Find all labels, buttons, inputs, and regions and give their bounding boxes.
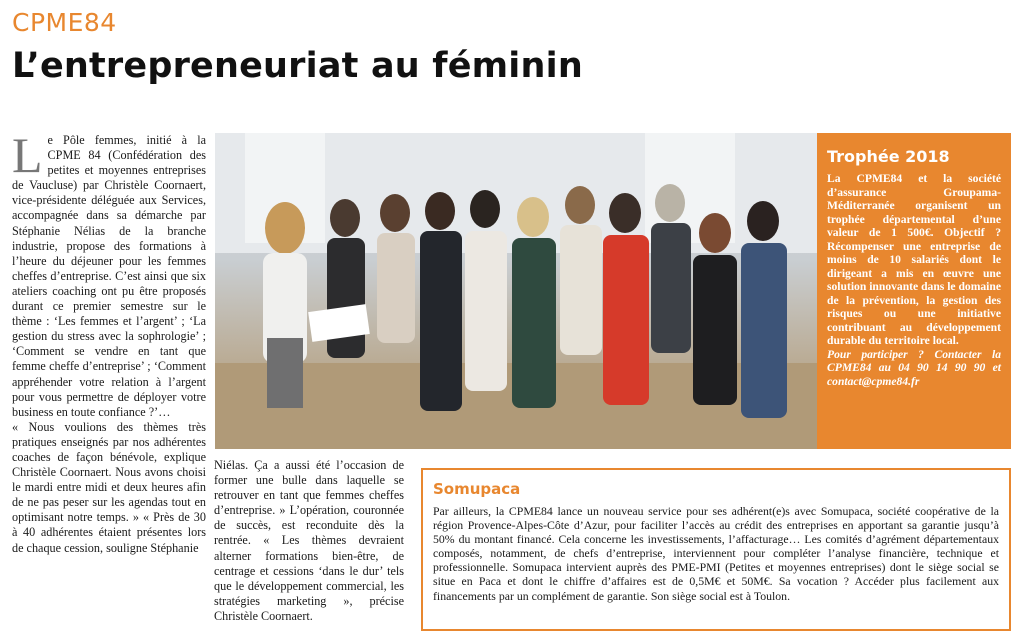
trophy-sidebar xyxy=(817,133,1011,449)
article-column-2 xyxy=(214,458,404,624)
group-photo-illustration xyxy=(215,133,817,449)
article-paragraph-2: « Nous voulions des thèmes très pratiques enseignés par nos adhérentes coaches de façon bénévole, explique Christèle Coornaert. Nous avons choisi le mardi entre midi et deux heures afin de ne pas peser sur les agendas tout en optimisant notre temps. » « Près de 30 à 40 adhérentes étaient présentes lors de chaque cession, souligne Stéphanie xyxy=(12,419,206,555)
trophy-title: Trophée 2018 xyxy=(827,147,950,166)
section-kicker: CPME84 xyxy=(12,8,117,37)
trophy-body: La CPME84 et la société d’assurance Groupama-Méditerranée organisent un trophée départemental d’une valeur de 1 500€. Objectif ? Récompenser une entreprise de moins de 10 salariés dont le dirigeant a mis en œuvre une solution innovante dans le domaine de la prévention, la gestion des risques ou une initiative contribuant au développement durable du territoire local. xyxy=(827,172,1001,347)
somupaca-box xyxy=(421,468,1011,631)
somupaca-title: Somupaca xyxy=(433,480,521,498)
drop-cap: L xyxy=(12,127,43,183)
article-column-1 xyxy=(12,127,206,556)
article-paragraph-3: Niélas. Ça a aussi été l’occasion de former une bulle dans laquelle se retrouver en tant que femmes cheffes d’entreprise. » L’opération, couronnée de succès, est reconduite dès la rentrée. « Les thèmes devraient alterner formations bien-être, de centrage et cessions ‘dans le dur’ tels que le développement commercial, les stratégies marketing », précise Christèle Coornaert. xyxy=(214,458,404,623)
article-paragraph-1: e Pôle femmes, initié à la CPME 84 (Confédération des petites et moyennes entreprises de Vaucluse) par Christèle Coornaert, vice-présidente déléguée aux Services, accompagnée dans sa démarche par Stéphanie Nélias de la branche industrie, propose des formations à l’heure du déjeuner pour les femmes cheffes d’entreprise. C’est ainsi que six ateliers coaching ont pu être proposés durant ce premier semestre sur le thème : ‘Les femmes et l’argent’ ; ‘La gestion du stress avec la sophrologie’ ; ‘Comment se vendre en tant que femme cheffe d’entreprise’ ; ‘Comment appréhender votre relation à l’argent pour vous permettre de déployer votre business en toute confiance ?’… xyxy=(12,133,206,419)
group-photo xyxy=(215,133,817,449)
page-title: L’entrepreneuriat au féminin xyxy=(12,46,583,86)
trophy-contact: Pour participer ? Contacter la CPME84 au 04 90 14 90 90 et contact@cpme84.fr xyxy=(827,347,1001,388)
somupaca-body: Par ailleurs, la CPME84 lance un nouveau service pour ses adhérent(e)s avec Somupaca, société coopérative de la région Provence-Alpes-Côte d’Azur, pour faciliter l’accès au crédit des entreprises en apportant sa garantie jusqu’à 50% du montant financé. Cela concerne les investissements, l’affacturage… Les comités d’agrément départementaux composés, notamment, de chefs d’entreprise, interviennent pour compléter l’analyse financière, technique et professionnelle. Somupaca intervient auprès des PME-PMI (Petites et moyennes entreprises) dont le siège social se situe en Paca et dont le chiffre d’affaires est de 0,5M€ et 50M€. Sa vocation ? Accéder plus facilement aux financements par un complément de garantie. Son siège social est à Toulon. xyxy=(433,504,999,603)
